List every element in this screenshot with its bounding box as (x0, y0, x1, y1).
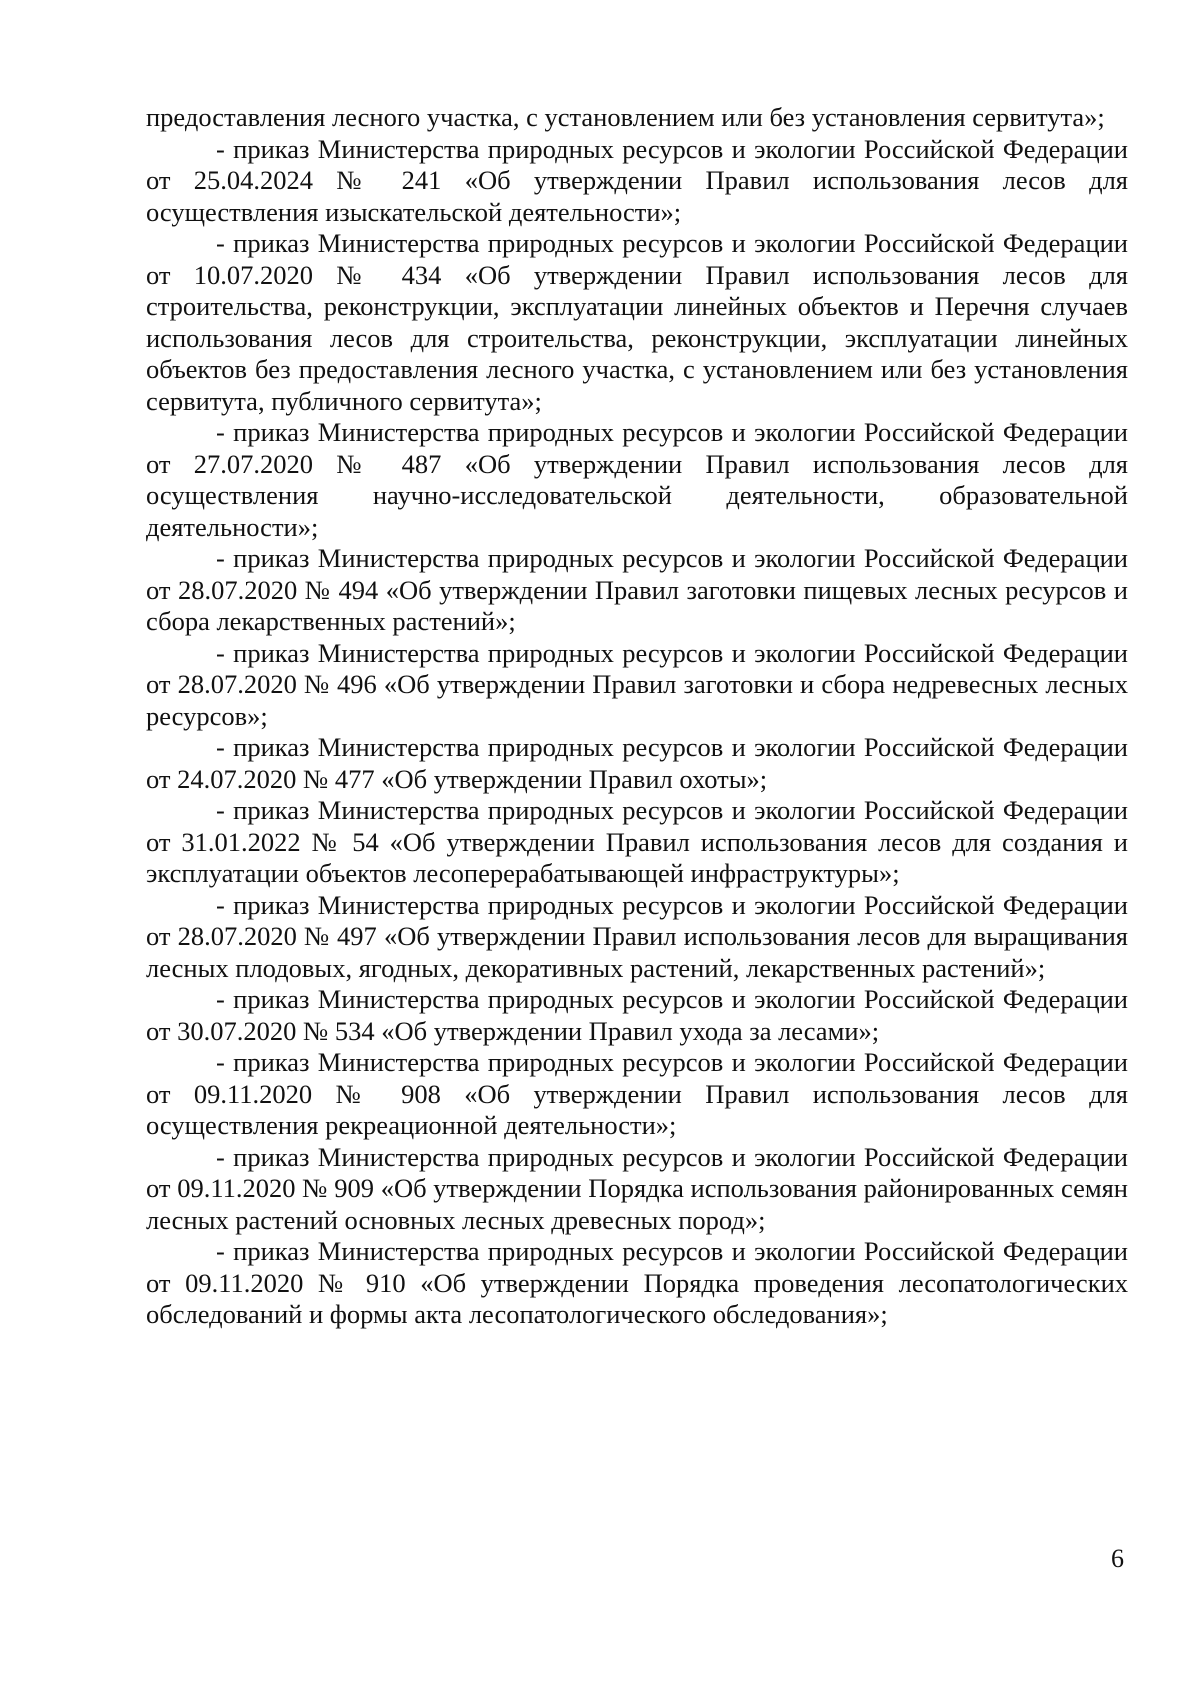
list-item-order-908: - приказ Министерства природных ресурсов и экологии Российской Федерации от 09.11.2020 № 908 «Об утверждении Правил использования лесов для осуществления рекреационной деятельности»; (146, 1047, 1128, 1140)
list-item-order-909: - приказ Министерства природных ресурсов и экологии Российской Федерации от 09.11.2020 № 909 «Об утверждении Порядка использования районированных семян лесных растений основных лесных древесных пород»; (146, 1141, 1128, 1235)
list-item-order-494: - приказ Министерства природных ресурсов и экологии Российской Федерации от 28.07.2020 № 494 «Об утверждении Правил заготовки пищевых лесных ресурсов и сбора лекарственных растений»; (146, 543, 1128, 636)
list-item-order-241: - приказ Министерства природных ресурсов и экологии Российской Федерации от 25.04.2024 № 241 «Об утверждении Правил использования лесов для осуществления изыскательской деятельности»; (146, 133, 1128, 227)
page-number: 6 (1111, 1544, 1124, 1573)
list-item-order-496: - приказ Министерства природных ресурсов и экологии Российской Федерации от 28.07.2020 № 496 «Об утверждении Правил заготовки и сбора недревесных лесных ресурсов»; (146, 637, 1128, 731)
list-item-order-54: - приказ Министерства природных ресурсов и экологии Российской Федерации от 31.01.2022 № 54 «Об утверждении Правил использования лесов для создания и эксплуатации объектов лесоперерабатывающей инфраструктуры»; (146, 795, 1128, 888)
list-item-order-477: - приказ Министерства природных ресурсов и экологии Российской Федерации от 24.07.2020 № 477 «Об утверждении Правил охоты»; (146, 732, 1128, 794)
list-item-order-487: - приказ Министерства природных ресурсов и экологии Российской Федерации от 27.07.2020 № 487 «Об утверждении Правил использования лесов для осуществления научно-исследовательской деятельности, образовательной деятельности»; (146, 417, 1128, 542)
document-body (146, 102, 1128, 1331)
paragraph-continuation: предоставления лесного участка, с установлением или без установления сервитута»; (146, 102, 1105, 132)
list-item-order-497: - приказ Министерства природных ресурсов и экологии Российской Федерации от 28.07.2020 № 497 «Об утверждении Правил использования лесов для выращивания лесных плодовых, ягодных, декоративных растений, лекарственных растений»; (146, 889, 1128, 983)
list-item-order-534: - приказ Министерства природных ресурсов и экологии Российской Федерации от 30.07.2020 № 534 «Об утверждении Правил ухода за лесами»; (146, 984, 1128, 1046)
list-item-order-434: - приказ Министерства природных ресурсов и экологии Российской Федерации от 10.07.2020 № 434 «Об утверждении Правил использования лесов для строительства, реконструкции, эксплуатации линейных объектов и Перечня случаев использования лесов для строительства, реконструкции, эксплуатации линейных объектов без предоставления лесного участка, с установлением или без установления сервитута, публичного сервитута»; (146, 228, 1128, 416)
list-item-order-910: - приказ Министерства природных ресурсов и экологии Российской Федерации от 09.11.2020 № 910 «Об утверждении Порядка проведения лесопатологических обследований и формы акта лесопатологического обследования»; (146, 1236, 1128, 1329)
